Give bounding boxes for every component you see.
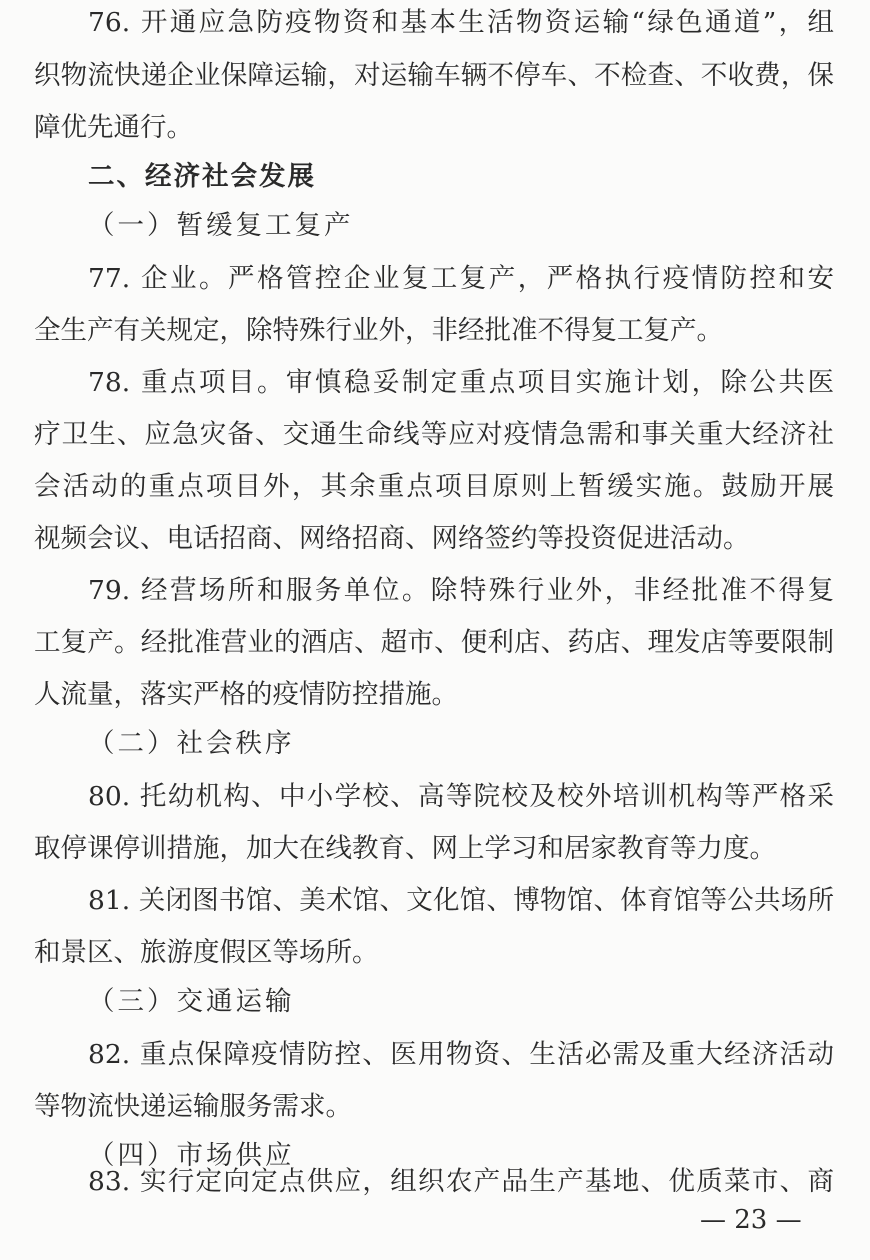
paragraph-line: 全生产有关规定，除特殊行业外，非经批准不得复工复产。 xyxy=(34,315,723,346)
paragraph-line: 77. 企业。严格管控企业复工复产，严格执行疫情防控和安 xyxy=(88,263,834,294)
subsection-heading: （一）暂缓复工复产 xyxy=(88,210,354,241)
paragraph-line: 78. 重点项目。审慎稳妥制定重点项目实施计划，除公共医 xyxy=(88,367,834,398)
subsection-heading: （二）社会秩序 xyxy=(88,728,295,759)
paragraph-line: 82. 重点保障疫情防控、医用物资、生活必需及重大经济活动 xyxy=(88,1039,834,1070)
paragraph-line: 79. 经营场所和服务单位。除特殊行业外，非经批准不得复 xyxy=(88,575,834,606)
subsection-heading: （三）交通运输 xyxy=(88,986,295,1017)
paragraph-line: 织物流快递企业保障运输，对运输车辆不停车、不检查、不收费，保 xyxy=(34,60,834,91)
paragraph-line: 障优先通行。 xyxy=(34,112,193,143)
paragraph-line: 视频会议、电话招商、网络招商、网络签约等投资促进活动。 xyxy=(34,523,750,554)
section-heading: 二、经济社会发展 xyxy=(88,161,316,192)
paragraph-line: 工复产。经批准营业的酒店、超市、便利店、药店、理发店等要限制 xyxy=(34,627,834,658)
page-number: — 23 — xyxy=(700,1205,802,1235)
paragraph-line: 等物流快递运输服务需求。 xyxy=(34,1091,352,1122)
paragraph-line: 人流量，落实严格的疫情防控措施。 xyxy=(34,679,458,710)
paragraph-line: 83. 实行定向定点供应，组织农产品生产基地、优质菜市、商 xyxy=(88,1166,834,1197)
paragraph-line: 81. 关闭图书馆、美术馆、文化馆、博物馆、体育馆等公共场所 xyxy=(88,885,834,916)
paragraph-line: 76. 开通应急防疫物资和基本生活物资运输“绿色通道”，组 xyxy=(88,7,834,38)
subsection-heading: （四）市场供应 xyxy=(88,1140,295,1171)
paragraph-line: 疗卫生、应急灾备、交通生命线等应对疫情急需和事关重大经济社 xyxy=(34,419,834,450)
paragraph-line: 取停课停训措施，加大在线教育、网上学习和居家教育等力度。 xyxy=(34,833,776,864)
paragraph-line: 会活动的重点项目外，其余重点项目原则上暂缓实施。鼓励开展 xyxy=(34,471,834,502)
paragraph-line: 80. 托幼机构、中小学校、高等院校及校外培训机构等严格采 xyxy=(88,781,834,812)
paragraph-line: 和景区、旅游度假区等场所。 xyxy=(34,937,379,968)
